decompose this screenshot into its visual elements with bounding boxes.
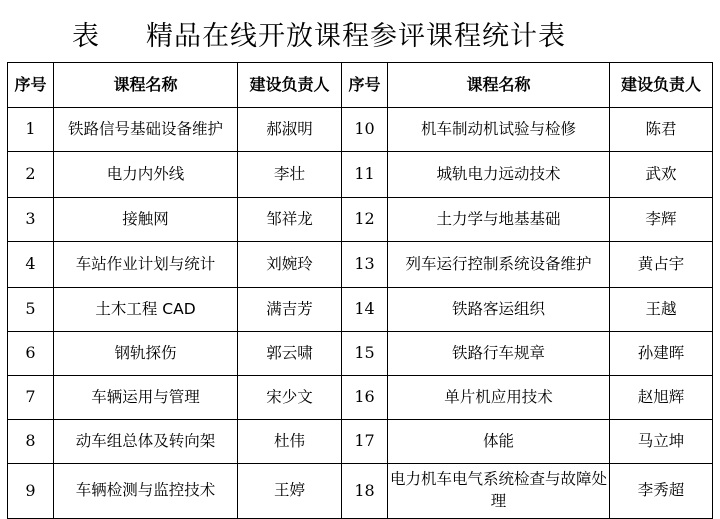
row-no: 2 bbox=[8, 152, 54, 198]
row-no-right: 16 bbox=[342, 376, 388, 420]
table-row bbox=[8, 332, 713, 376]
row-no-right: 14 bbox=[342, 288, 388, 332]
row-leader-right: 孙建晖 bbox=[610, 332, 713, 376]
header-leader-right: 建设负责人 bbox=[610, 63, 713, 108]
row-leader-right: 马立坤 bbox=[610, 420, 713, 464]
row-no-right: 10 bbox=[342, 108, 388, 152]
row-leader: 邹祥龙 bbox=[238, 198, 342, 242]
row-no: 1 bbox=[8, 108, 54, 152]
row-leader: 王婷 bbox=[238, 464, 342, 519]
row-no-right: 13 bbox=[342, 242, 388, 288]
row-no: 7 bbox=[8, 376, 54, 420]
row-course-name-right: 体能 bbox=[388, 420, 610, 464]
row-no-right: 15 bbox=[342, 332, 388, 376]
row-course-name: 钢轨探伤 bbox=[54, 332, 238, 376]
row-no-right: 17 bbox=[342, 420, 388, 464]
row-course-name-right: 铁路客运组织 bbox=[388, 288, 610, 332]
row-course-name-right: 铁路行车规章 bbox=[388, 332, 610, 376]
header-course-name-right: 课程名称 bbox=[388, 63, 610, 108]
table-row bbox=[8, 198, 713, 242]
row-course-name: 车站作业计划与统计 bbox=[54, 242, 238, 288]
row-leader: 宋少文 bbox=[238, 376, 342, 420]
table-row bbox=[8, 288, 713, 332]
row-course-name-right: 土力学与地基基础 bbox=[388, 198, 610, 242]
course-table bbox=[7, 62, 713, 519]
row-course-name: 车辆检测与监控技术 bbox=[54, 464, 238, 519]
table-row bbox=[8, 464, 713, 519]
row-course-name: 铁路信号基础设备维护 bbox=[54, 108, 238, 152]
row-leader-right: 李辉 bbox=[610, 198, 713, 242]
table-body bbox=[8, 108, 713, 519]
row-leader-right: 李秀超 bbox=[610, 464, 713, 519]
header-no: 序号 bbox=[8, 63, 54, 108]
row-no: 8 bbox=[8, 420, 54, 464]
row-course-name: 车辆运用与管理 bbox=[54, 376, 238, 420]
row-course-name: 接触网 bbox=[54, 198, 238, 242]
row-leader-right: 赵旭辉 bbox=[610, 376, 713, 420]
table-row bbox=[8, 152, 713, 198]
row-course-name-right: 列车运行控制系统设备维护 bbox=[388, 242, 610, 288]
table-row bbox=[8, 376, 713, 420]
title-prefix: 表 bbox=[72, 21, 99, 52]
row-leader: 郭云啸 bbox=[238, 332, 342, 376]
row-leader: 刘婉玲 bbox=[238, 242, 342, 288]
row-course-name-right: 机车制动机试验与检修 bbox=[388, 108, 610, 152]
header-leader: 建设负责人 bbox=[238, 63, 342, 108]
row-course-name: 电力内外线 bbox=[54, 152, 238, 198]
table-row bbox=[8, 108, 713, 152]
row-no: 4 bbox=[8, 242, 54, 288]
row-leader: 李壮 bbox=[238, 152, 342, 198]
row-course-name: 土木工程 CAD bbox=[54, 288, 238, 332]
row-no-right: 18 bbox=[342, 464, 388, 519]
row-course-name-right: 城轨电力远动技术 bbox=[388, 152, 610, 198]
row-leader: 郝淑明 bbox=[238, 108, 342, 152]
row-course-name: 动车组总体及转向架 bbox=[54, 420, 238, 464]
row-leader-right: 武欢 bbox=[610, 152, 713, 198]
row-no: 3 bbox=[8, 198, 54, 242]
header-course-name: 课程名称 bbox=[54, 63, 238, 108]
row-no: 9 bbox=[8, 464, 54, 519]
table-row bbox=[8, 242, 713, 288]
row-no: 6 bbox=[8, 332, 54, 376]
row-leader-right: 黄占宇 bbox=[610, 242, 713, 288]
row-leader: 杜伟 bbox=[238, 420, 342, 464]
row-leader-right: 王越 bbox=[610, 288, 713, 332]
row-leader-right: 陈君 bbox=[610, 108, 713, 152]
table-row bbox=[8, 420, 713, 464]
row-course-name-right: 电力机车电气系统检查与故障处理 bbox=[388, 464, 610, 519]
header-row bbox=[8, 63, 713, 108]
document-title bbox=[0, 0, 720, 62]
row-no-right: 12 bbox=[342, 198, 388, 242]
row-no-right: 11 bbox=[342, 152, 388, 198]
row-course-name-right: 单片机应用技术 bbox=[388, 376, 610, 420]
row-leader: 满吉芳 bbox=[238, 288, 342, 332]
title-text: 精品在线开放课程参评课程统计表 bbox=[146, 21, 566, 52]
header-no-right: 序号 bbox=[342, 63, 388, 108]
row-no: 5 bbox=[8, 288, 54, 332]
